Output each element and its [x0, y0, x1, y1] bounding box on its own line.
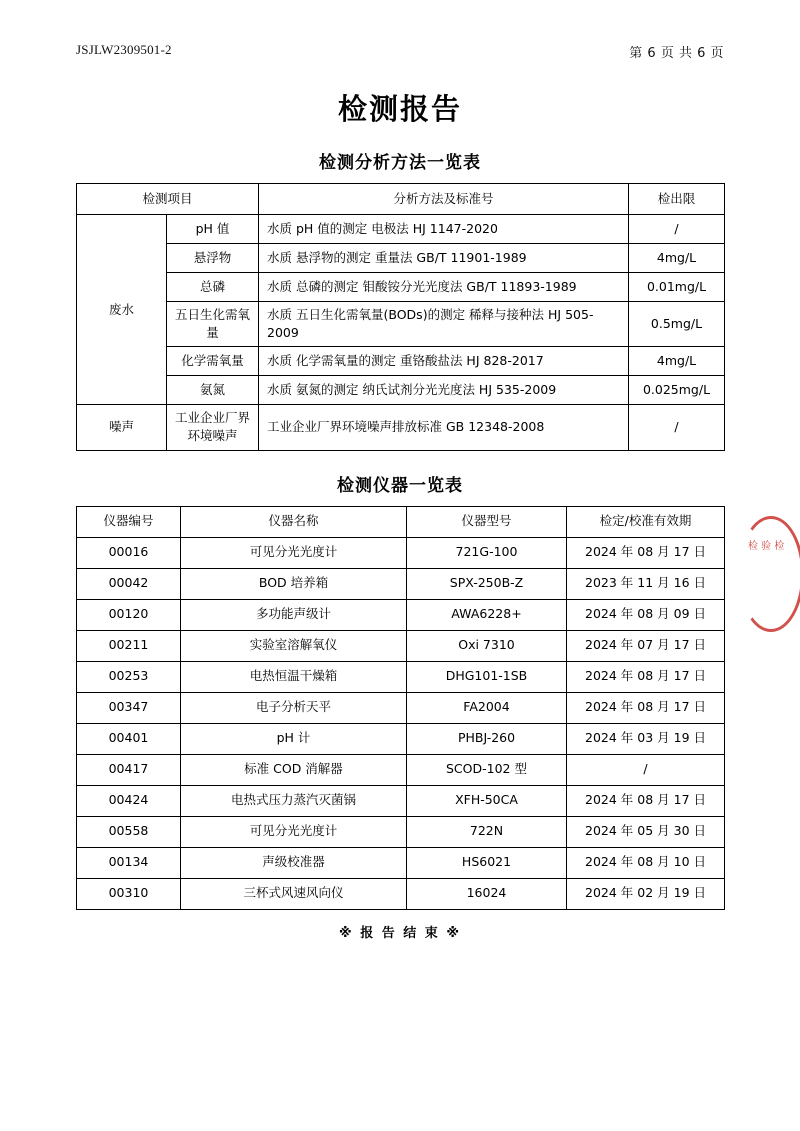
table-row	[77, 878, 725, 909]
table-row	[77, 405, 725, 450]
instrument-no: 00211	[77, 630, 181, 661]
method-limit: 0.025mg/L	[629, 376, 725, 405]
table-row	[77, 302, 725, 347]
instrument-model: 722N	[407, 816, 567, 847]
table-row	[77, 599, 725, 630]
method-standard: 水质 五日生化需氧量(BODs)的测定 稀释与接种法 HJ 505-2009	[259, 302, 629, 347]
instrument-model: AWA6228+	[407, 599, 567, 630]
instrument-no: 00424	[77, 785, 181, 816]
table-header-row	[77, 506, 725, 537]
column-header-validity: 检定/校准有效期	[567, 506, 725, 537]
method-standard: 水质 氨氮的测定 纳氏试剂分光光度法 HJ 535-2009	[259, 376, 629, 405]
methods-section-title: 检测分析方法一览表	[319, 153, 481, 173]
instrument-no: 00016	[77, 537, 181, 568]
table-row	[77, 630, 725, 661]
column-header-instrument-name: 仪器名称	[181, 506, 407, 537]
instrument-validity: 2024 年 08 月 09 日	[567, 599, 725, 630]
instrument-no: 00120	[77, 599, 181, 630]
instrument-no: 00417	[77, 754, 181, 785]
instrument-no: 00401	[77, 723, 181, 754]
instrument-validity: 2024 年 08 月 10 日	[567, 847, 725, 878]
table-row	[77, 376, 725, 405]
instrument-no: 00134	[77, 847, 181, 878]
method-limit: /	[629, 215, 725, 244]
table-row	[77, 816, 725, 847]
method-limit: 4mg/L	[629, 347, 725, 376]
instrument-validity: 2024 年 08 月 17 日	[567, 537, 725, 568]
column-header-limit: 检出限	[629, 184, 725, 215]
instrument-no: 00310	[77, 878, 181, 909]
instrument-model: SCOD-102 型	[407, 754, 567, 785]
instrument-model: XFH-50CA	[407, 785, 567, 816]
column-header-instrument-no: 仪器编号	[77, 506, 181, 537]
page-title: 检测报告	[337, 92, 462, 126]
method-standard: 工业企业厂界环境噪声排放标准 GB 12348-2008	[259, 405, 629, 450]
instrument-model: 16024	[407, 878, 567, 909]
table-row	[77, 568, 725, 599]
column-header-item: 检测项目	[77, 184, 259, 215]
method-standard: 水质 pH 值的测定 电极法 HJ 1147-2020	[259, 215, 629, 244]
instrument-name: 三杯式风速风向仪	[181, 878, 407, 909]
instruments-section-title: 检测仪器一览表	[337, 475, 463, 496]
method-standard: 水质 总磷的测定 钼酸铵分光光度法 GB/T 11893-1989	[259, 273, 629, 302]
instrument-name: 标准 COD 消解器	[181, 754, 407, 785]
method-item: 工业企业厂界环境噪声	[167, 405, 259, 450]
instrument-validity: 2024 年 08 月 17 日	[567, 785, 725, 816]
instruments-table	[76, 506, 725, 910]
method-limit: /	[629, 405, 725, 450]
instrument-no: 00347	[77, 692, 181, 723]
table-row	[77, 847, 725, 878]
method-standard: 水质 悬浮物的测定 重量法 GB/T 11901-1989	[259, 244, 629, 273]
instrument-validity: 2024 年 07 月 17 日	[567, 630, 725, 661]
table-row	[77, 785, 725, 816]
instrument-validity: 2024 年 05 月 30 日	[567, 816, 725, 847]
instrument-model: 721G-100	[407, 537, 567, 568]
table-row	[77, 244, 725, 273]
instrument-name: 实验室溶解氧仪	[181, 630, 407, 661]
table-row	[77, 537, 725, 568]
method-limit: 4mg/L	[629, 244, 725, 273]
method-item: 悬浮物	[167, 244, 259, 273]
table-row	[77, 273, 725, 302]
report-number: JSJLW2309501-2	[76, 42, 172, 57]
instrument-validity: 2024 年 08 月 17 日	[567, 661, 725, 692]
instrument-name: 电热恒温干燥箱	[181, 661, 407, 692]
instrument-name: 可见分光光度计	[181, 537, 407, 568]
table-row	[77, 661, 725, 692]
instrument-model: SPX-250B-Z	[407, 568, 567, 599]
page-indicator: 第 6 页 共 6 页	[629, 46, 724, 61]
report-end-note: ※ 报 告 结 束 ※	[339, 925, 461, 941]
instrument-model: PHBJ-260	[407, 723, 567, 754]
table-row	[77, 754, 725, 785]
method-item: 总磷	[167, 273, 259, 302]
instrument-validity: /	[567, 754, 725, 785]
instrument-name: BOD 培养箱	[181, 568, 407, 599]
method-item: 氨氮	[167, 376, 259, 405]
instrument-no: 00558	[77, 816, 181, 847]
page-header	[76, 42, 724, 61]
table-row	[77, 215, 725, 244]
instrument-validity: 2024 年 03 月 19 日	[567, 723, 725, 754]
method-limit: 0.5mg/L	[629, 302, 725, 347]
instrument-model: HS6021	[407, 847, 567, 878]
table-row	[77, 692, 725, 723]
instrument-model: Oxi 7310	[407, 630, 567, 661]
instrument-name: 声级校准器	[181, 847, 407, 878]
instrument-name: 可见分光光度计	[181, 816, 407, 847]
category-wastewater: 废水	[77, 215, 167, 405]
method-limit: 0.01mg/L	[629, 273, 725, 302]
method-item: 五日生化需氧量	[167, 302, 259, 347]
instrument-validity: 2024 年 02 月 19 日	[567, 878, 725, 909]
instrument-name: 电热式压力蒸汽灭菌锅	[181, 785, 407, 816]
column-header-method: 分析方法及标准号	[259, 184, 629, 215]
table-row	[77, 723, 725, 754]
method-item: pH 值	[167, 215, 259, 244]
table-header-row	[77, 184, 725, 215]
instrument-name: 多功能声级计	[181, 599, 407, 630]
table-row	[77, 347, 725, 376]
methods-table	[76, 183, 725, 451]
instrument-model: FA2004	[407, 692, 567, 723]
instrument-name: pH 计	[181, 723, 407, 754]
column-header-instrument-model: 仪器型号	[407, 506, 567, 537]
instrument-no: 00253	[77, 661, 181, 692]
method-item: 化学需氧量	[167, 347, 259, 376]
instrument-no: 00042	[77, 568, 181, 599]
instrument-validity: 2024 年 08 月 17 日	[567, 692, 725, 723]
method-standard: 水质 化学需氧量的测定 重铬酸盐法 HJ 828-2017	[259, 347, 629, 376]
instrument-model: DHG101-1SB	[407, 661, 567, 692]
instrument-validity: 2023 年 11 月 16 日	[567, 568, 725, 599]
instrument-name: 电子分析天平	[181, 692, 407, 723]
seal-text: 检 验 检	[748, 541, 785, 552]
category-noise: 噪声	[77, 405, 167, 450]
